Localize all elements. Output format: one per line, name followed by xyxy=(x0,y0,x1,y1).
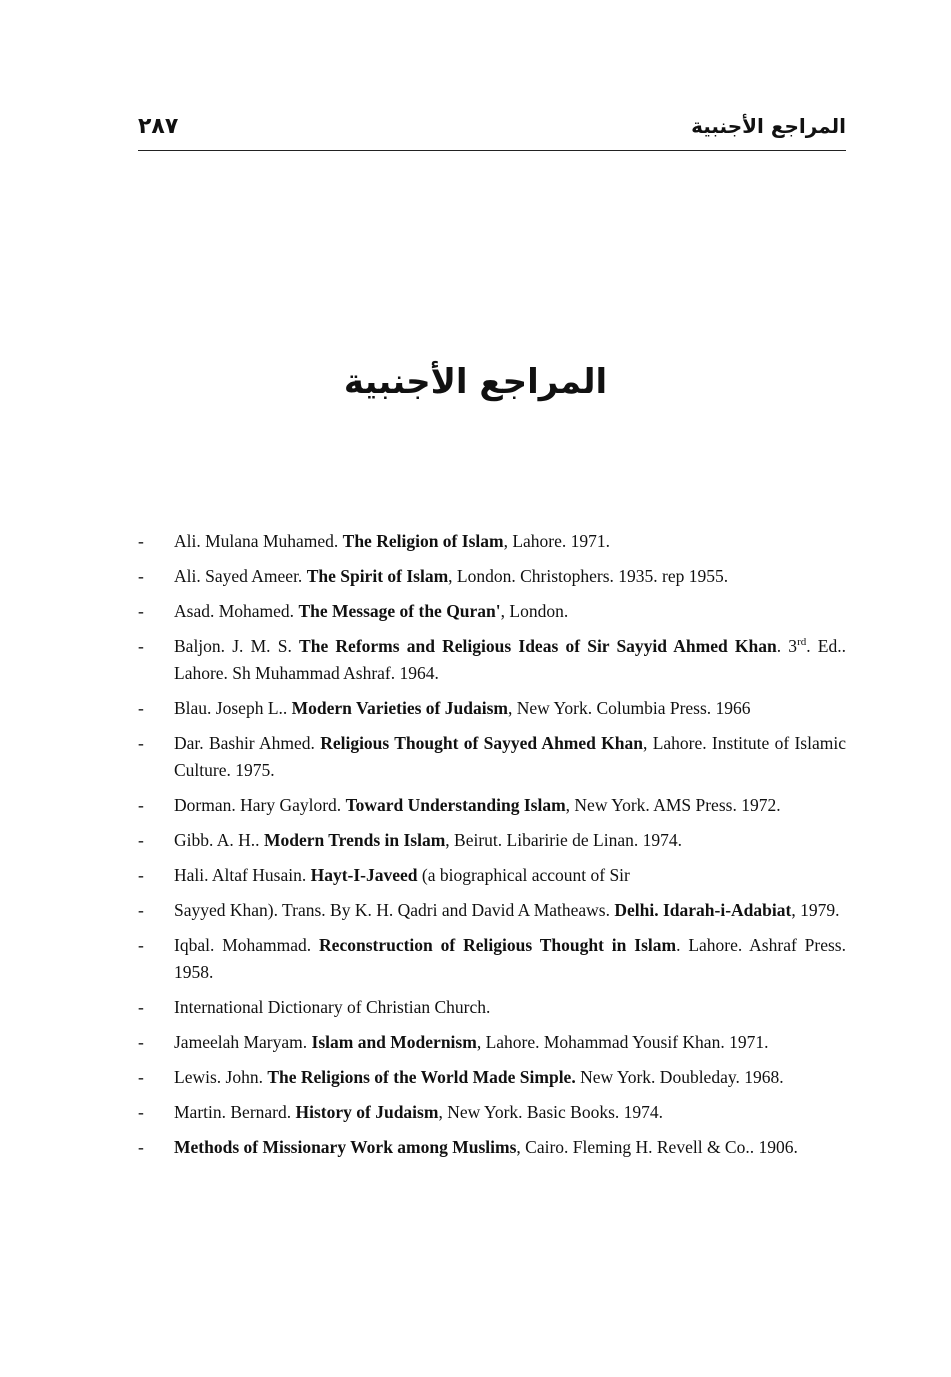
reference-bold-title: Modern Varieties of Judaism xyxy=(291,698,508,718)
reference-bold-title: Hayt-I-Javeed xyxy=(310,865,418,885)
list-bullet: - xyxy=(138,900,144,920)
reference-post-text: . 3 xyxy=(776,636,798,656)
page-number: ٢٨٧ xyxy=(138,114,179,139)
reference-bold-title: Reconstruction of Religious Thought in Islam xyxy=(319,935,677,955)
list-bullet: - xyxy=(138,935,144,955)
reference-pre-text: Ali. Sayed Ameer. xyxy=(174,566,307,586)
reference-item xyxy=(138,598,846,625)
reference-post-text: , Beirut. Libaririe de Linan. 1974. xyxy=(445,830,682,850)
reference-post-text: , London. xyxy=(500,601,569,621)
reference-item xyxy=(138,528,846,555)
list-bullet: - xyxy=(138,601,144,621)
list-bullet: - xyxy=(138,997,144,1017)
reference-item xyxy=(138,695,846,722)
reference-pre-text: Dar. Bashir Ahmed. xyxy=(174,733,321,753)
reference-post-text: , Lahore. Institute of Islamic Culture. 1975. xyxy=(174,733,846,780)
reference-item xyxy=(138,932,846,986)
reference-sup-text: rd xyxy=(797,636,807,649)
reference-item xyxy=(138,563,846,590)
list-bullet: - xyxy=(138,865,144,885)
reference-post-text: , Lahore. 1971. xyxy=(503,531,611,551)
reference-post-text: New York. Doubleday. 1968. xyxy=(575,1067,784,1087)
reference-bold-title: The Religion of Islam xyxy=(342,531,504,551)
reference-pre-text: Baljon. J. M. S. xyxy=(174,636,300,656)
reference-pre-text: Martin. Bernard. xyxy=(174,1102,296,1122)
reference-item xyxy=(138,827,846,854)
list-bullet: - xyxy=(138,636,144,656)
list-bullet: - xyxy=(138,698,144,718)
reference-item xyxy=(138,1099,846,1126)
reference-post-text: , Lahore. Mohammad Yousif Khan. 1971. xyxy=(476,1032,769,1052)
reference-list xyxy=(138,528,846,1169)
list-bullet: - xyxy=(138,1102,144,1122)
reference-pre-text: Blau. Joseph L.. xyxy=(174,698,292,718)
list-bullet: - xyxy=(138,1137,144,1157)
running-header xyxy=(138,114,846,151)
reference-post-text: , Cairo. Fleming H. Revell & Co.. 1906. xyxy=(516,1137,798,1157)
running-header-title: المراجع الأجنبية xyxy=(691,114,846,138)
list-bullet: - xyxy=(138,566,144,586)
reference-bold-title: Islam and Modernism xyxy=(311,1032,477,1052)
reference-bold-title: The Religions of the World Made Simple. xyxy=(267,1067,576,1087)
section-title: المراجع الأجنبية xyxy=(343,362,608,402)
reference-bold-title: The Spirit of Islam xyxy=(306,566,449,586)
reference-item xyxy=(138,994,846,1021)
reference-bold-title: Toward Understanding Islam xyxy=(345,795,566,815)
reference-item xyxy=(138,633,846,687)
reference-bold-title: Religious Thought of Sayyed Ahmed Khan xyxy=(320,733,644,753)
reference-pre-text: Ali. Mulana Muhamed. xyxy=(174,531,343,551)
reference-item xyxy=(138,897,846,924)
reference-pre-text: Sayyed Khan). Trans. By K. H. Qadri and David A Matheaws. xyxy=(174,900,615,920)
reference-post-text: , New York. AMS Press. 1972. xyxy=(565,795,781,815)
reference-pre-text: Dorman. Hary Gaylord. xyxy=(174,795,346,815)
reference-post-text: . Ed.. Lahore. Sh Muhammad Ashraf. 1964. xyxy=(174,636,846,683)
list-bullet: - xyxy=(138,531,144,551)
reference-pre-text: Gibb. A. H.. xyxy=(174,830,264,850)
reference-bold-title: Modern Trends in Islam xyxy=(263,830,446,850)
reference-item xyxy=(138,862,846,889)
reference-post-text: , New York. Basic Books. 1974. xyxy=(438,1102,664,1122)
reference-post-text: , London. Christophers. 1935. rep 1955. xyxy=(448,566,729,586)
reference-bold-title: Delhi. Idarah-i-Adabiat xyxy=(614,900,792,920)
list-bullet: - xyxy=(138,795,144,815)
reference-pre-text: Jameelah Maryam. xyxy=(174,1032,312,1052)
reference-item xyxy=(138,792,846,819)
reference-bold-title: The Reforms and Religious Ideas of Sir Sayyid Ahmed Khan xyxy=(299,636,777,656)
reference-pre-text: Iqbal. Mohammad. xyxy=(174,935,320,955)
reference-post-text: . Lahore. Ashraf Press. 1958. xyxy=(174,935,846,982)
reference-pre-text: International Dictionary of Christian Church. xyxy=(174,997,491,1017)
reference-pre-text: Asad. Mohamed. xyxy=(174,601,299,621)
reference-bold-title: The Message of the Quran' xyxy=(298,601,501,621)
reference-post-text: , 1979. xyxy=(791,900,840,920)
list-bullet: - xyxy=(138,1067,144,1087)
reference-pre-text: Lewis. John. xyxy=(174,1067,268,1087)
reference-item xyxy=(138,1029,846,1056)
reference-post-text: (a biographical account of Sir xyxy=(417,865,630,885)
reference-pre-text: Hali. Altaf Husain. xyxy=(174,865,311,885)
list-bullet: - xyxy=(138,733,144,753)
reference-item xyxy=(138,1064,846,1091)
reference-post-text: , New York. Columbia Press. 1966 xyxy=(507,698,751,718)
list-bullet: - xyxy=(138,830,144,850)
list-bullet: - xyxy=(138,1032,144,1052)
reference-item xyxy=(138,1134,846,1161)
reference-item xyxy=(138,730,846,784)
reference-bold-title: History of Judaism xyxy=(295,1102,439,1122)
reference-bold-title: Methods of Missionary Work among Muslims xyxy=(174,1137,517,1157)
